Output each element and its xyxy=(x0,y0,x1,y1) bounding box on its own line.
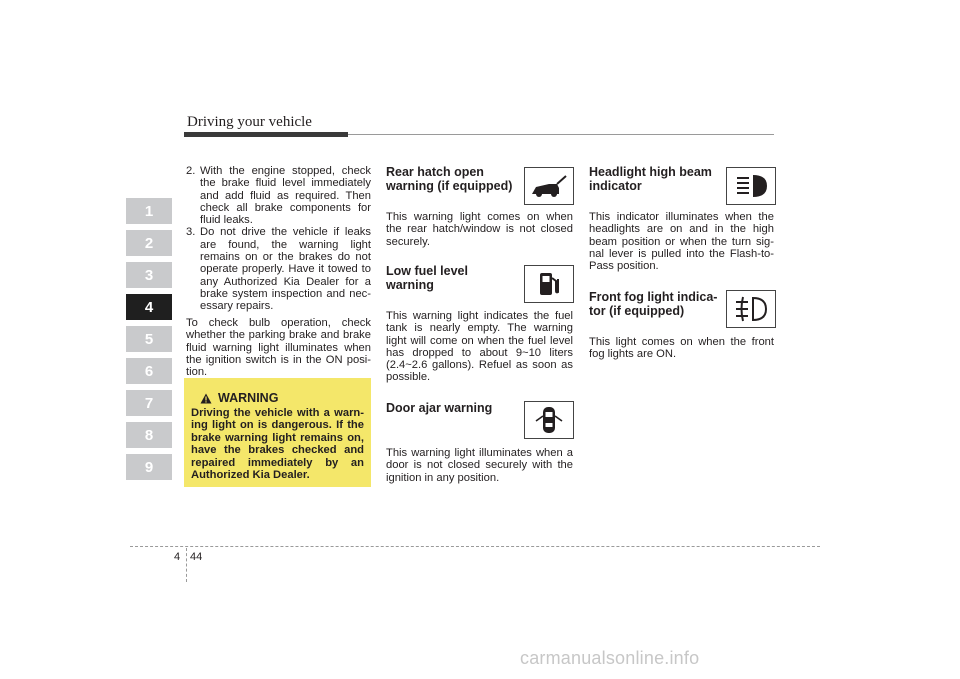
footer-divider xyxy=(186,548,187,582)
header-bar xyxy=(184,132,348,137)
chapter-tab-2[interactable]: 2 xyxy=(126,230,172,256)
front-fog-heading xyxy=(589,291,724,318)
rear-hatch-text: This warning light comes on when the rear hatch/window is not closed securely. xyxy=(386,211,573,248)
footer-page-number: 44 xyxy=(190,551,203,563)
chapter-tab-1[interactable]: 1 xyxy=(126,198,172,224)
heading-line: warning (if equipped) xyxy=(386,178,513,193)
rear-hatch-heading xyxy=(386,166,521,193)
heading-line: tor (if equipped) xyxy=(589,303,685,318)
chapter-tab-3[interactable]: 3 xyxy=(126,262,172,288)
warning-triangle-icon xyxy=(200,393,212,404)
step-number: 2. xyxy=(186,165,196,177)
heading-line: Rear hatch open xyxy=(386,165,484,179)
low-fuel-text: This warning light indicates the fuel tank is nearly empty. The warning light will come on when the fuel level has dropped to about 9~10 liters (2.4~2.6 gallons). Refuel as soon as possible. xyxy=(386,310,573,384)
footer-chapter-number: 4 xyxy=(174,551,181,563)
chapter-tab-8[interactable]: 8 xyxy=(126,422,172,448)
warning-title: WARNING xyxy=(218,391,279,405)
high-beam-icon xyxy=(726,167,776,205)
footer-rule xyxy=(130,546,820,547)
step-number: 3. xyxy=(186,226,196,239)
door-ajar-heading: Door ajar warning xyxy=(386,401,493,415)
chapter-tab-9[interactable]: 9 xyxy=(126,454,172,480)
warning-header xyxy=(200,391,278,405)
low-fuel-heading xyxy=(386,265,521,292)
door-ajar-icon xyxy=(524,401,574,439)
bulb-check-paragraph: To check bulb operation, check whether the parking brake and brake fluid warning light illuminates when the ignition switch is in the ON posi-tion. xyxy=(186,317,371,379)
heading-line: indicator xyxy=(589,178,642,193)
step-item xyxy=(186,165,371,226)
fuel-pump-icon xyxy=(524,265,574,303)
front-fog-text: This light comes on when the front fog lights are ON. xyxy=(589,336,774,361)
brake-steps-list xyxy=(186,165,371,313)
chapter-tab-6[interactable]: 6 xyxy=(126,358,172,384)
chapter-tab-5[interactable]: 5 xyxy=(126,326,172,352)
rear-hatch-open-icon xyxy=(524,167,574,205)
chapter-tab-4-active[interactable]: 4 xyxy=(126,294,172,320)
front-fog-light-icon xyxy=(726,290,776,328)
high-beam-heading xyxy=(589,166,724,193)
step-item xyxy=(186,226,371,312)
heading-line: warning xyxy=(386,277,434,292)
step-text: With the engine stopped, check the brake fluid level immediately and add fluid as required. Then check all brake components for fluid leaks. xyxy=(200,165,371,227)
step-text: Do not drive the vehicle if leaks are found, the warning light remains on or the brakes do not operate properly. Have it towed to any Authorized Kia Dealer for a brake system inspection and nec-essary repairs. xyxy=(200,226,371,313)
chapter-tab-7[interactable]: 7 xyxy=(126,390,172,416)
heading-line: Headlight high beam xyxy=(589,165,712,179)
warning-text: Driving the vehicle with a warn-ing light on is dangerous. If the brake warning light remains on, have the brakes checked and repaired immediately by an Authorized Kia Dealer. xyxy=(191,407,364,482)
heading-line: Front fog light indica- xyxy=(589,290,718,304)
door-ajar-text: This warning light illuminates when a door is not closed securely with the ignition in any position. xyxy=(386,447,573,484)
heading-line: Low fuel level xyxy=(386,264,468,278)
warning-box xyxy=(184,378,371,487)
high-beam-text: This indicator illuminates when the headlights are on and in the high beam position or when the turn sig-nal lever is pulled into the Flash-to-Pass position. xyxy=(589,211,774,273)
running-header-title: Driving your vehicle xyxy=(187,114,312,130)
watermark-text: carmanualsonline.info xyxy=(520,648,700,668)
header-rule xyxy=(348,134,774,135)
